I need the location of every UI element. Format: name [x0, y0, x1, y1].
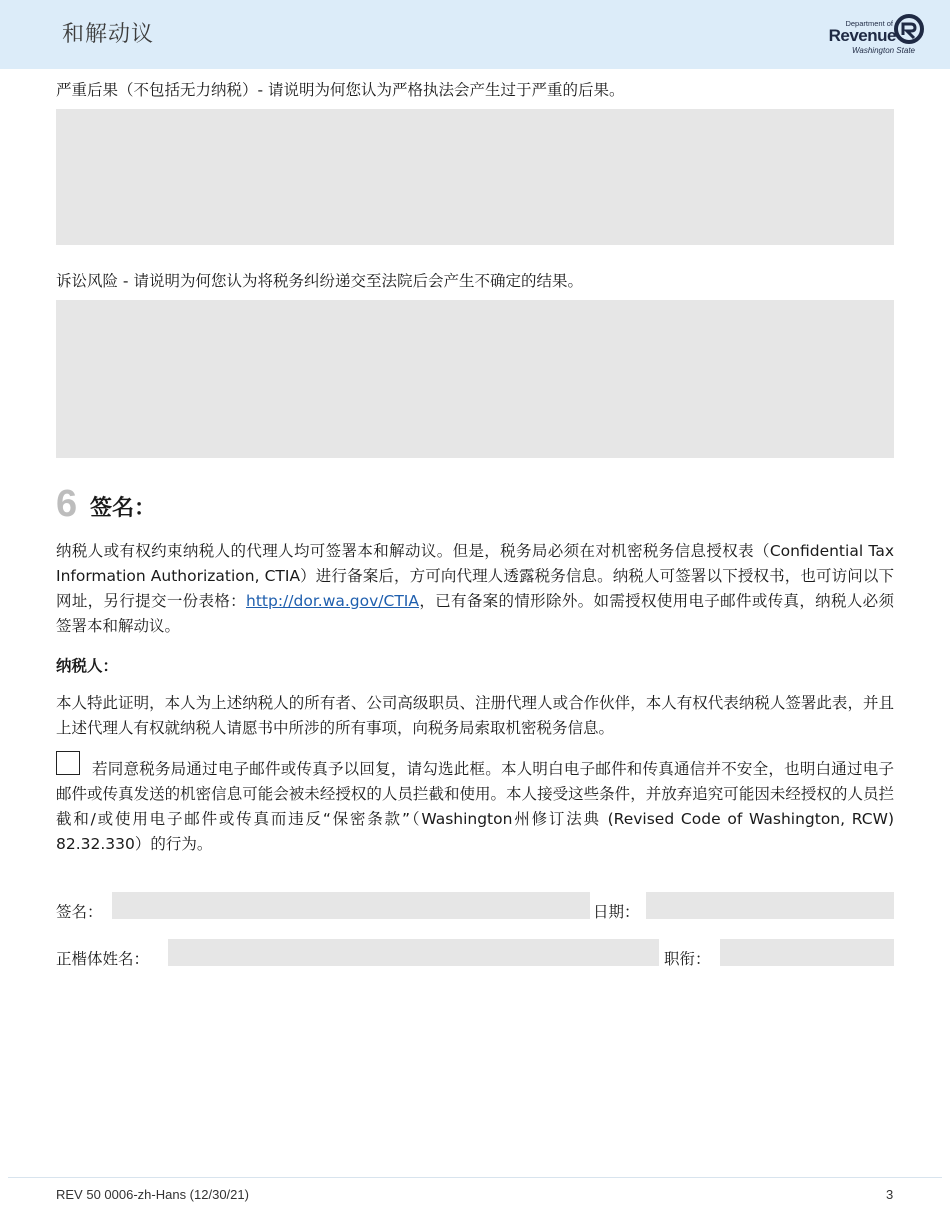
logo-line3: Washington State: [851, 46, 915, 55]
section-number: 6: [56, 483, 78, 525]
intro-text-part1: 纳税人或有权约束纳税人的代理人均可签署本和解动议。但是，税务局必须在对机密税务信息授权表（Confidential Tax Information Authorization, CTIA）进行备案后，方可向代理人透露税务信息。纳税人可签署以下授权书，也可访问以下网址，另行提交一份表格：: [56, 542, 894, 610]
logo-line2: Revenue: [828, 26, 896, 45]
print-name-label: 正楷体姓名：: [56, 950, 150, 968]
form-id: REV 50 0006-zh-Hans (12/30/21): [56, 1187, 249, 1202]
page-number: 3: [886, 1187, 894, 1202]
dor-logo: [819, 13, 929, 57]
consent-paragraph: 若同意税务局通过电子邮件或传真予以回复，请勾选此框。本人明白电子邮件和传真通信并不安全，也明白通过电子邮件或传真发送的机密信息可能会被未经授权的人员拦截和使用。本人接受这些条件，并放弃追究可能因未经授权的人员拦截和/或使用电子邮件或传真而违反“保密条款”（Washington州修订法典 (Revised Code of Washington, RCW) 82.32.330）的行为。: [56, 760, 894, 853]
date-field[interactable]: [646, 892, 894, 919]
print-name-field[interactable]: [168, 939, 659, 966]
hardship-label: 严重后果（不包括无力纳税）- 请说明为何您认为严格执法会产生过于严重的后果。: [56, 81, 625, 99]
signature-label: 签名：: [56, 903, 103, 921]
signature-field[interactable]: [112, 892, 590, 919]
hardship-text-area[interactable]: [56, 109, 894, 245]
ctia-link[interactable]: http://dor.wa.gov/CTIA: [246, 592, 419, 610]
litigation-risk-text-area[interactable]: [56, 300, 894, 458]
page-header: [0, 0, 950, 69]
signature-intro-paragraph: [56, 539, 894, 639]
taxpayer-label: 纳税人：: [56, 657, 119, 675]
dor-emblem-icon: [893, 13, 925, 45]
logo-line1: Department of: [845, 19, 893, 28]
section-title: 签名：: [90, 496, 157, 521]
form-title: 和解动议: [62, 22, 155, 47]
litigation-risk-label: 诉讼风险 - 请说明为何您认为将税务纠纷递交至法院后会产生不确定的结果。: [56, 272, 583, 290]
footer-divider: [8, 1177, 942, 1178]
intro-text-part2: ，已有备案的情形除外。如需授权使用电子邮件或传真，纳税人必须签署本和解动议。: [56, 592, 894, 635]
title-label: 职衔：: [664, 950, 711, 968]
certification-paragraph: 本人特此证明，本人为上述纳税人的所有者、公司高级职员、注册代理人或合作伙伴，本人有权代表纳税人签署此表，并且上述代理人有权就纳税人请愿书中所涉的所有事项，向税务局索取机密税务信息。: [56, 694, 894, 737]
title-field[interactable]: [720, 939, 894, 966]
date-label: 日期：: [593, 903, 640, 921]
